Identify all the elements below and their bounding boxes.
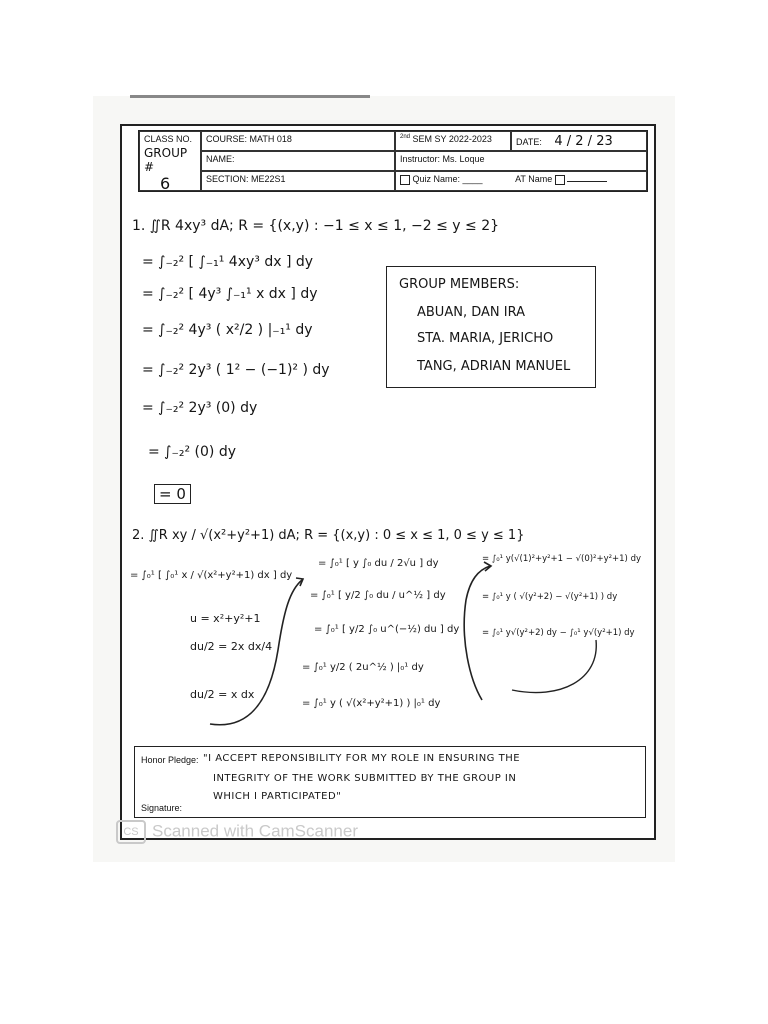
- problem2-col2-step-5: = ∫₀¹ y ( √(x²+y²+1) ) |₀¹ dy: [302, 698, 441, 709]
- class-no-label: CLASS NO.: [144, 134, 193, 144]
- section-text: SECTION: ME22S1: [206, 174, 286, 184]
- camscanner-watermark: [116, 820, 358, 844]
- problem2-col2-step-3: = ∫₀¹ [ y/2 ∫₀ u^(−½) du ] dy: [314, 624, 460, 635]
- member-2: STA. MARIA, JERICHO: [417, 331, 554, 346]
- camscanner-icon: CS: [116, 820, 146, 844]
- signature-label: Signature:: [141, 803, 183, 813]
- instructor-text: Instructor: Ms. Loque: [400, 154, 485, 164]
- date-label: DATE:: [516, 137, 542, 147]
- problem1-step-6: = ∫₋₂² (0) dy: [148, 444, 236, 460]
- group-value: 6: [160, 174, 171, 193]
- quiz-name-label: Quiz Name: ____: [412, 174, 483, 184]
- problem1-step-5: = ∫₋₂² 2y³ (0) dy: [142, 400, 258, 416]
- pledge-line-3: WHICH I PARTICIPATED": [213, 791, 342, 802]
- pledge-line-2: INTEGRITY OF THE WORK SUBMITTED BY THE GROUP IN: [213, 773, 517, 784]
- problem1-answer: = 0: [154, 484, 191, 504]
- problem1-statement: 1. ∬R 4xy³ dA; R = {(x,y) : −1 ≤ x ≤ 1, −2 ≤ y ≤ 2}: [132, 218, 500, 234]
- member-1: ABUAN, DAN IRA: [417, 305, 525, 320]
- semester-text: SEM SY 2022-2023: [412, 134, 492, 144]
- problem2-col2-step-4: = ∫₀¹ y/2 ( 2u^½ ) |₀¹ dy: [302, 662, 424, 673]
- problem2-col3-step-2: = ∫₀¹ y ( √(y²+2) − √(y²+1) ) dy: [482, 592, 618, 602]
- problem2-substitution: u = x²+y²+1: [190, 612, 261, 625]
- problem2-du-step-1: du/2 = 2x dx/4: [190, 640, 273, 653]
- group-label: GROUP #: [144, 146, 188, 174]
- problem2-col1-step-1: = ∫₀¹ [ ∫₀¹ x / √(x²+y²+1) dx ] dy: [130, 570, 293, 581]
- member-3: TANG, ADRIAN MANUEL: [417, 359, 571, 374]
- arrow-col3-to-col2: [512, 640, 596, 693]
- group-members-title: GROUP MEMBERS:: [399, 277, 520, 292]
- semester-sup: 2nd: [400, 134, 411, 140]
- arrow-col2-to-col3: [464, 566, 490, 700]
- date-value: 4 / 2 / 23: [554, 134, 613, 149]
- honor-pledge-label: Honor Pledge:: [141, 755, 199, 765]
- camscanner-text: Scanned with CamScanner: [152, 821, 359, 841]
- arrow-col1-to-col2: [210, 580, 302, 725]
- course-text: COURSE: MATH 018: [206, 134, 292, 144]
- problem2-statement: 2. ∬R xy / √(x²+y²+1) dA; R = {(x,y) : 0 ≤ x ≤ 1, 0 ≤ y ≤ 1}: [132, 528, 525, 543]
- problem2-du-step-2: du/2 = x dx: [190, 688, 255, 701]
- pledge-line-1: "I ACCEPT REPONSIBILITY FOR MY ROLE IN ENSURING THE: [203, 753, 521, 764]
- problem1-step-2: = ∫₋₂² [ 4y³ ∫₋₁¹ x dx ] dy: [142, 286, 318, 302]
- problem1-step-4: = ∫₋₂² 2y³ ( 1² − (−1)² ) dy: [142, 362, 330, 378]
- problem2-col2-step-2: = ∫₀¹ [ y/2 ∫₀ du / u^½ ] dy: [310, 590, 446, 601]
- problem1-step-3: = ∫₋₂² 4y³ ( x²/2 ) |₋₁¹ dy: [142, 322, 313, 338]
- name-label: NAME:: [206, 154, 235, 164]
- problem2-col3-step-1: = ∫₀¹ y(√(1)²+y²+1 − √(0)²+y²+1) dy: [482, 554, 641, 564]
- at-name-label: AT Name: [515, 174, 553, 184]
- problem2-col3-step-3: = ∫₀¹ y√(y²+2) dy − ∫₀¹ y√(y²+1) dy: [482, 628, 635, 638]
- problem1-step-1: = ∫₋₂² [ ∫₋₁¹ 4xy³ dx ] dy: [142, 254, 314, 270]
- problem2-col2-step-1: = ∫₀¹ [ y ∫₀ du / 2√u ] dy: [318, 558, 439, 569]
